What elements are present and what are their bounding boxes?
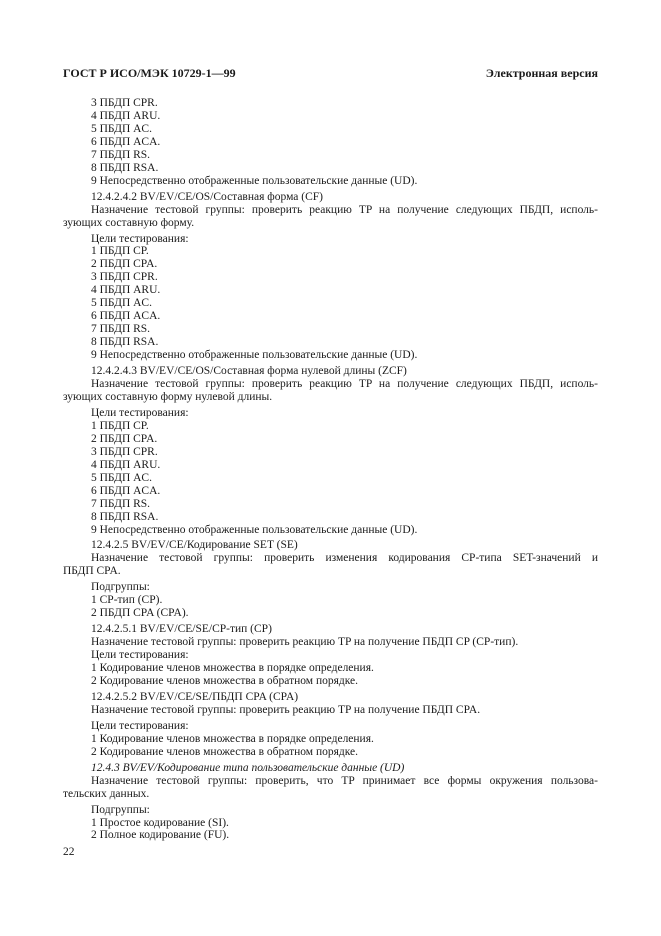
- text-line: 5 ПБДП AC.: [91, 122, 152, 135]
- text-line: 2 Полное кодирование (FU).: [91, 829, 230, 842]
- text-line: 8 ПБДП RSA.: [91, 510, 159, 523]
- text-line: Назначение тестовой группы: проверить, что TP принимает все формы окружения пользова-: [91, 774, 598, 787]
- text-line: Подгруппы:: [91, 803, 150, 816]
- text-line: Цели тестирования:: [91, 232, 189, 245]
- text-line: 2 ПБДП CPA.: [91, 432, 158, 445]
- text-line: Назначение тестовой группы: проверить изменения кодирования CP-типа SET-значений и: [91, 552, 598, 565]
- text-line: 9 Непосредственно отображенные пользовательские данные (UD).: [91, 349, 418, 362]
- text-line: 7 ПБДП RS.: [91, 497, 151, 510]
- text-line: 12.4.2.5 BV/EV/CE/Кодирование SET (SE): [91, 539, 298, 552]
- text-line: ПБДП CPA.: [63, 565, 121, 578]
- text-line: Цели тестирования:: [91, 649, 189, 662]
- text-line: 12.4.2.5.2 BV/EV/CE/SE/ПБДП CPA (CPA): [91, 690, 299, 703]
- text-line: Назначение тестовой группы: проверить реакцию TP на получение ПБДП CPA.: [91, 703, 481, 716]
- text-line: 7 ПБДП RS.: [91, 148, 151, 161]
- text-line: 1 ПБДП CP.: [91, 419, 149, 432]
- text-line: 4 ПБДП ARU.: [91, 458, 161, 471]
- text-line: 1 ПБДП CP.: [91, 245, 149, 258]
- text-line: 5 ПБДП AC.: [91, 297, 152, 310]
- text-line: зующих составную форму.: [63, 216, 195, 229]
- text-line: тельских данных.: [63, 787, 150, 800]
- text-line: 12.4.3 BV/EV/Кодирование типа пользовательские данные (UD): [91, 761, 405, 774]
- text-line: 2 Кодирование членов множества в обратном порядке.: [91, 674, 359, 687]
- text-line: зующих составную форму нулевой длины.: [63, 390, 273, 403]
- text-line: 1 CP-тип (CP).: [91, 594, 163, 607]
- text-line: 12.4.2.4.3 BV/EV/CE/OS/Составная форма нулевой длины (ZCF): [91, 365, 407, 378]
- text-line: 3 ПБДП CPR.: [91, 271, 158, 284]
- text-line: 4 ПБДП ARU.: [91, 109, 161, 122]
- text-line: 6 ПБДП ACA.: [91, 310, 161, 323]
- document-designation: ГОСТ Р ИСО/МЭК 10729-1—99: [63, 66, 236, 80]
- document-body: [63, 97, 598, 842]
- text-line: Подгруппы:: [91, 581, 150, 594]
- text-line: 8 ПБДП RSA.: [91, 336, 159, 349]
- text-line: 9 Непосредственно отображенные пользовательские данные (UD).: [91, 523, 418, 536]
- text-line: 7 ПБДП RS.: [91, 323, 151, 336]
- text-line: 1 Кодирование членов множества в порядке определения.: [91, 732, 374, 745]
- text-line: 2 Кодирование членов множества в обратном порядке.: [91, 745, 359, 758]
- text-line: Назначение тестовой группы: проверить реакцию TP на получение следующих ПБДП, исполь-: [91, 203, 598, 216]
- page-number: 22: [63, 846, 75, 858]
- text-line: 9 Непосредственно отображенные пользовательские данные (UD).: [91, 174, 418, 187]
- text-line: 2 ПБДП CPA (CPA).: [91, 607, 189, 620]
- text-line: 3 ПБДП CPR.: [91, 97, 158, 109]
- text-line: 6 ПБДП ACA.: [91, 135, 161, 148]
- text-line: 6 ПБДП ACA.: [91, 484, 161, 497]
- text-line: 12.4.2.5.1 BV/EV/CE/SE/CP-тип (CP): [91, 623, 272, 636]
- text-line: 5 ПБДП AC.: [91, 471, 152, 484]
- text-line: 4 ПБДП ARU.: [91, 284, 161, 297]
- text-line: Цели тестирования:: [91, 719, 189, 732]
- text-line: Назначение тестовой группы: проверить реакцию TP на получение ПБДП CP (CP-тип).: [91, 636, 519, 649]
- text-line: 1 Кодирование членов множества в порядке определения.: [91, 662, 374, 675]
- text-line: Цели тестирования:: [91, 406, 189, 419]
- electronic-version-label: Электронная версия: [485, 66, 598, 80]
- text-line: 8 ПБДП RSA.: [91, 161, 159, 174]
- text-line: 2 ПБДП CPA.: [91, 258, 158, 271]
- text-line: 3 ПБДП CPR.: [91, 445, 158, 458]
- text-line: Назначение тестовой группы: проверить реакцию TP на получение следующих ПБДП, исполь-: [91, 378, 598, 391]
- text-line: 1 Простое кодирование (SI).: [91, 816, 229, 829]
- text-line: 12.4.2.4.2 BV/EV/CE/OS/Составная форма (CF): [91, 190, 323, 203]
